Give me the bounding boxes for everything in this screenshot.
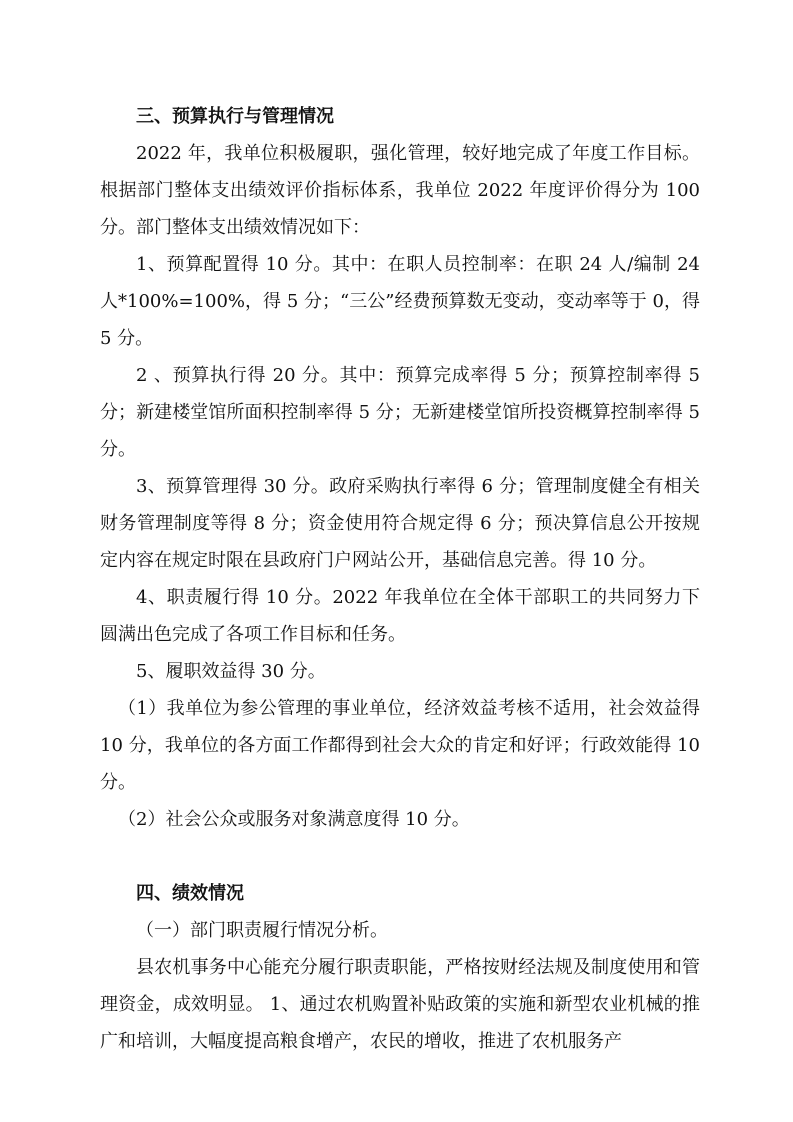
item-budget-allocation: 1、预算配置得 10 分。其中：在职人员控制率：在职 24 人/编制 24 人*100%=100%，得 5 分；“三公”经费预算数无变动，变动率等于 0，得 5 分。 — [100, 254, 700, 349]
item-benefit-sub-1: （1）我单位为参公管理的事业单位，经济效益考核不适用，社会效益得 10 分，我单位的各方面工作都得到社会大众的肯定和好评；行政效能得 10 分。 — [100, 698, 700, 793]
section-4-heading: 四、绩效情况 — [136, 883, 244, 904]
item-performance-benefit: 5、履职效益得 30 分。 — [136, 661, 326, 682]
document-body — [100, 98, 700, 1060]
section-3-intro: 2022 年，我单位积极履职，强化管理，较好地完成了年度工作目标。根据部门整体支出绩效评价指标体系，我单位 2022 年度评价得分为 100 分。部门整体支出绩效情况如下： — [100, 143, 700, 238]
section-4-body: 县农机事务中心能充分履行职责职能，严格按财经法规及制度使用和管理资金，成效明显。 1、通过农机购置补贴政策的实施和新型农业机械的推广和培训，大幅度提高粮食增产，农民的增收，推进了农机服务产 — [100, 957, 700, 1052]
item-budget-management: 3、预算管理得 30 分。政府采购执行率得 6 分；管理制度健全有相关财务管理制度等得 8 分；资金使用符合规定得 6 分；预决算信息公开按规定内容在规定时限在县政府门户网站公开，基础信息完善。得 10 分。 — [100, 476, 700, 571]
section-3-heading: 三、预算执行与管理情况 — [136, 106, 334, 127]
item-duty-performance: 4、职责履行得 10 分。2022 年我单位在全体干部职工的共同努力下圆满出色完成了各项工作目标和任务。 — [100, 587, 700, 645]
item-benefit-sub-2: （2）社会公众或服务对象满意度得 10 分。 — [118, 809, 470, 830]
item-budget-execution: 2 、预算执行得 20 分。其中：预算完成率得 5 分；预算控制率得 5 分；新建楼堂馆所面积控制率得 5 分；无新建楼堂馆所投资概算控制率得 5 分。 — [100, 365, 700, 460]
section-4-subheading-1: （一）部门职责履行情况分析。 — [136, 920, 388, 941]
